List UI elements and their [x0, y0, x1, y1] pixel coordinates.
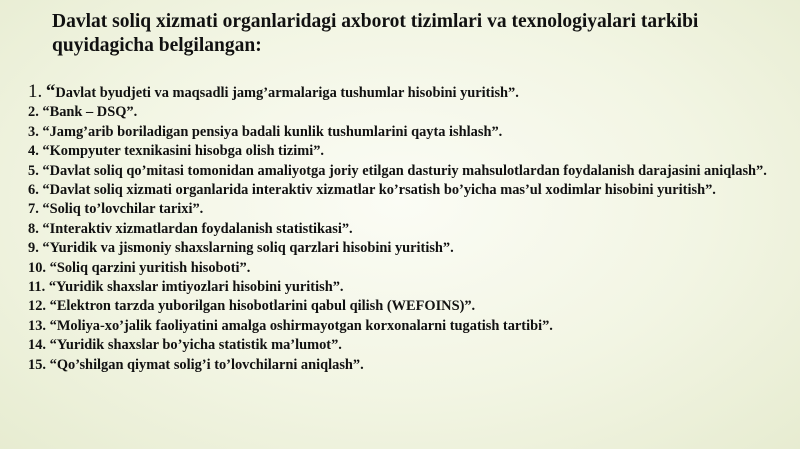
list-item-open-quote: “	[49, 337, 57, 354]
list-item-open-quote: “	[42, 201, 50, 218]
list-item-open-quote: “	[42, 240, 50, 257]
list-item-number: 3.	[28, 123, 39, 140]
list-item-text: Kompyuter texnikasini hisobga olish tizimi”.	[49, 143, 325, 160]
list-item	[28, 278, 768, 297]
list-item-open-quote: “	[42, 182, 50, 199]
list-item-number: 8.	[28, 220, 39, 237]
list-item-number: 1.	[28, 81, 43, 102]
list-item-open-quote: “	[49, 356, 57, 373]
list-item-text: Moliya-xo’jalik faoliyatini amalga oshirmayotgan korxonalarni tugatish tartibi”.	[56, 317, 553, 334]
list-item-text: Elektron tarzda yuborilgan hisobotlarini qabul qilish (WEFOINS)”.	[56, 298, 476, 315]
list-item-number: 7.	[28, 201, 39, 218]
list-item	[28, 142, 768, 161]
list-item-number: 15.	[28, 356, 46, 373]
list-item-number: 6.	[28, 182, 39, 199]
slide-title: Davlat soliq xizmati organlaridagi axborot tizimlari va texnologiyalari tarkibi quyidagicha belgilangan:	[52, 11, 699, 56]
list-item-number: 11.	[28, 279, 46, 296]
list-item-text: Interaktiv xizmatlardan foydalanish statistikasi”.	[49, 220, 353, 237]
list-item-number: 4.	[28, 143, 39, 160]
list-item-text: Yuridik va jismoniy shaxslarning soliq qarzlari hisobini yuritish”.	[49, 240, 454, 257]
list-item-open-quote: “	[49, 317, 57, 334]
list-item	[28, 336, 768, 355]
list-item	[28, 220, 768, 239]
list-item-number: 13.	[28, 317, 46, 334]
list-item-number: 10.	[28, 259, 46, 276]
list-item	[28, 317, 768, 336]
list-item-number: 5.	[28, 162, 39, 179]
list-item	[28, 123, 768, 142]
list-item-open-quote: “	[45, 81, 56, 102]
info-systems-list	[28, 82, 768, 375]
list-item-text: Davlat soliq xizmati organlarida interaktiv xizmatlar ko’rsatish bo’yicha mas’ul xodimlar hisobini yuritish”.	[49, 182, 716, 199]
list-item-open-quote: “	[42, 143, 50, 160]
list-item	[28, 103, 768, 122]
list-item-number: 2.	[28, 104, 39, 121]
list-item-text: Yuridik shaxslar imtiyozlari hisobini yuritish”.	[56, 279, 344, 296]
list-item-open-quote: “	[42, 123, 50, 140]
list-item-number: 12.	[28, 298, 46, 315]
list-item	[28, 200, 768, 219]
list-item-open-quote: “	[42, 220, 50, 237]
list-item-open-quote: “	[42, 162, 50, 179]
list-item-number: 9.	[28, 240, 39, 257]
list-item	[28, 297, 768, 316]
list-item	[28, 181, 768, 200]
list-item-text: Soliq to’lovchilar tarixi”.	[49, 201, 204, 218]
list-item-number: 14.	[28, 337, 46, 354]
list-item-open-quote: “	[48, 279, 57, 296]
list-item-text: Davlat soliq qo’mitasi tomonidan amaliyotga joriy etilgan dasturiy mahsulotlardan foydalanish darajasini aniqlash”.	[49, 162, 767, 179]
list-item-text: Qo’shilgan qiymat solig’i to’lovchilarni aniqlash”.	[56, 356, 364, 373]
list-item-text: Davlat byudjeti va maqsadli jamg’armalariga tushumlar hisobini yuritish”.	[55, 85, 519, 101]
list-item-open-quote: “	[49, 259, 57, 276]
list-item-text: Jamg’arib boriladigan pensiya badali kunlik tushumlarini qayta ishlash”.	[49, 123, 503, 140]
list-item	[28, 239, 768, 258]
list-item	[28, 82, 768, 103]
list-item	[28, 162, 768, 181]
list-item-text: Soliq qarzini yuritish hisoboti”.	[56, 259, 251, 276]
list-item	[28, 259, 768, 278]
list-item-text: Yuridik shaxslar bo’yicha statistik ma’lumot”.	[56, 337, 342, 354]
list-item-open-quote: “	[42, 104, 50, 121]
list-item	[28, 356, 768, 375]
list-item-open-quote: “	[49, 298, 57, 315]
list-item-text: Bank – DSQ”.	[49, 104, 138, 121]
